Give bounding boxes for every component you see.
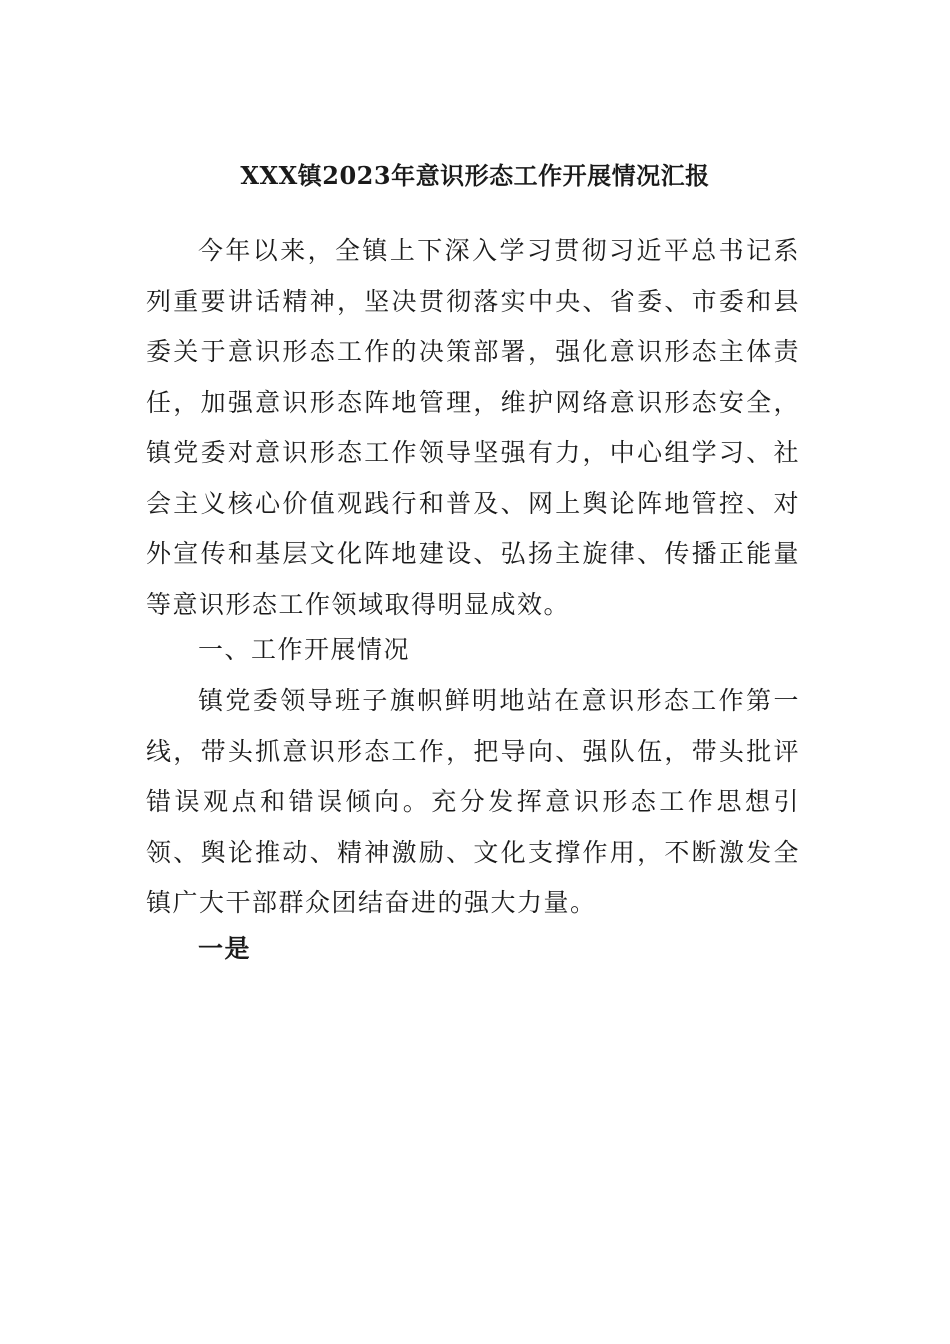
intro-paragraph: 今年以来，全镇上下深入学习贯彻习近平总书记系列重要讲话精神，坚决贯彻落实中央、省委、市委和县委关于意识形态工作的决策部署，强化意识形态主体责任，加强意识形态阵地管理，维护网络意识形态安全，镇党委对意识形态工作领导坚强有力，中心组学习、社会主义核心价值观践行和普及、网上舆论阵地管控、对外宣传和基层文化阵地建设、弘扬主旋律、传播正能量等意识形态工作领域取得明显成效。 [146,236,800,619]
section-heading: 一、工作开展情况 [198,635,411,664]
section-paragraph: 镇党委领导班子旗帜鲜明地站在意识形态工作第一线，带头抓意识形态工作，把导向、强队伍，带头批评错误观点和错误倾向。充分发挥意识形态工作思想引领、舆论推动、精神激励、文化支撑作用，不断激发全镇广大干部群众团结奋进的强大力量。 [146,686,800,917]
subheading: 一是 [198,934,252,963]
document-title: XXX镇2023年意识形态工作开展情况汇报 [240,161,710,190]
